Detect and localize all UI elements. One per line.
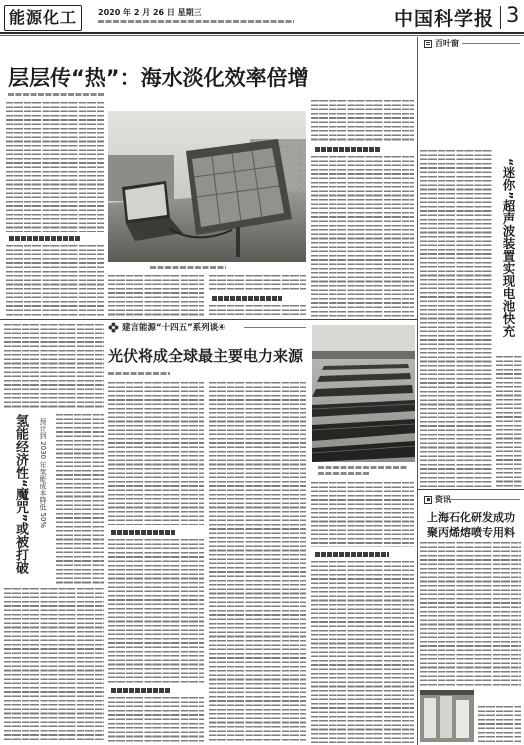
hydrogen-headline: 氢能经济性“魔咒”或被打破 [13, 414, 28, 575]
solar-headline: 光伏将成全球最主要电力来源 [108, 347, 304, 365]
column-label-blinds [424, 38, 459, 49]
series-banner-rule [244, 327, 306, 328]
floating-solar-photo [312, 325, 415, 462]
column-label-text: 百叶窗 [435, 39, 459, 48]
desalination-headline: 层层传“热”：海水淡化效率倍增 [8, 66, 309, 90]
issue-date: 2020 年 2 月 26 日 星期三 [98, 8, 202, 17]
solar-photo-caption [318, 466, 408, 469]
material-roll [456, 700, 469, 738]
sidebar-story-divider [418, 489, 524, 490]
desalination-body-text [311, 156, 414, 317]
news-square-icon [424, 496, 432, 504]
material-roll [424, 698, 436, 738]
desalination-byline [8, 93, 104, 96]
solar-body-text [108, 539, 204, 683]
column-label-text: 资讯 [435, 495, 451, 504]
material-roll [440, 696, 452, 738]
desalination-body-text [311, 100, 414, 142]
column-label-rule [462, 43, 520, 44]
sidebar-divider [417, 37, 418, 745]
series-banner [108, 321, 225, 333]
desalination-body-text [6, 102, 104, 232]
desalination-body-text [6, 245, 104, 317]
rooftop-desalination-photo [108, 111, 306, 262]
column-label-rule [448, 499, 520, 500]
news-body-text [420, 542, 521, 686]
masthead-thin-rule [0, 35, 524, 36]
battery-body-text [420, 150, 492, 488]
desalination-subhead [315, 147, 381, 152]
blinds-icon [424, 40, 432, 48]
series-banner-text: 建言能源“十四五”系列谈④ [122, 323, 226, 333]
hydrogen-body-text [56, 414, 104, 584]
newspaper-logo: 中国科学报 [394, 8, 495, 30]
news-headline-line-2: 聚丙烯熔喷专用料 [427, 526, 515, 539]
solar-body-text [108, 382, 204, 525]
shoreline [312, 351, 415, 359]
story-divider [0, 319, 417, 320]
rooftop-photo-caption [150, 266, 226, 269]
desalination-subhead [212, 296, 282, 301]
solar-body-text [108, 697, 204, 743]
solar-body-text [311, 482, 414, 547]
page-number: 3 [506, 3, 520, 27]
desalination-body-text [209, 275, 306, 292]
battery-headline: “迷你”超声波装置实现电池快充 [501, 158, 516, 337]
section-title: 能源化工 [4, 5, 82, 31]
hydrogen-body-text [4, 588, 104, 743]
solar-body-text [209, 382, 306, 743]
column-label-news [424, 494, 451, 505]
solar-body-text [311, 561, 414, 743]
editor-contact-line [98, 20, 294, 23]
meltblown-material-photo [420, 690, 474, 742]
machine-bar [420, 690, 474, 695]
hydrogen-body-text [4, 324, 104, 410]
desalination-subhead [9, 236, 81, 241]
solar-photo-caption [318, 472, 370, 475]
masthead-rule [0, 32, 524, 34]
page-number-divider [500, 6, 501, 29]
desalination-body-text [108, 275, 204, 317]
battery-body-text [496, 356, 522, 488]
solar-subhead [111, 688, 171, 693]
solar-subhead [315, 552, 389, 557]
solar-subhead [111, 530, 175, 535]
solar-byline [108, 372, 170, 375]
news-photo-credit-text [478, 706, 521, 742]
desalination-body-text [209, 305, 306, 317]
laptop-screen [125, 184, 167, 220]
flower-ornament-icon [108, 322, 119, 333]
hydrogen-subheadline: 预计到 2030 年氢能成本降低 50% [39, 418, 47, 529]
support-stand [236, 227, 240, 257]
news-headline-line-1: 上海石化研发成功 [427, 511, 515, 524]
